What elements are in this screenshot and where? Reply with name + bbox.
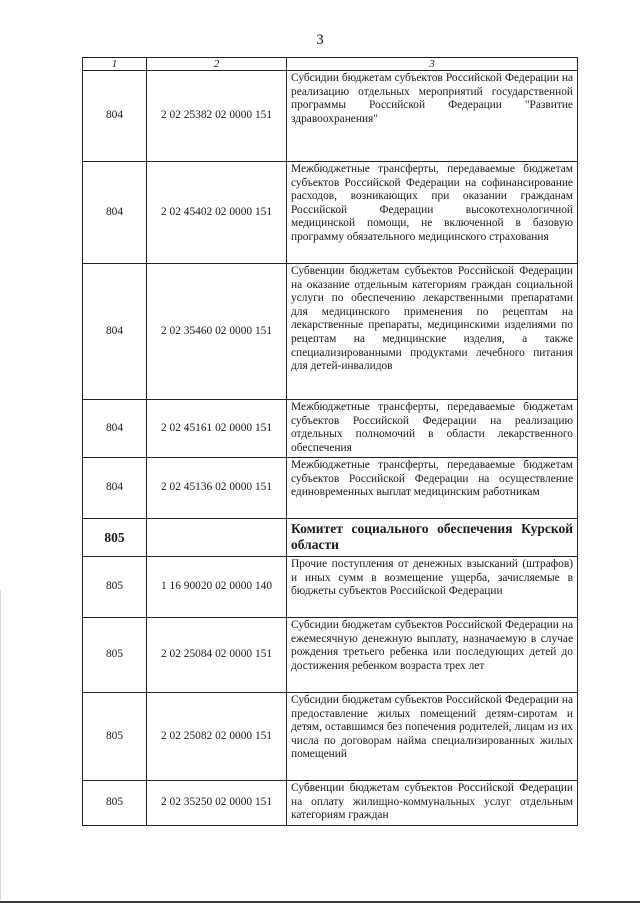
revenue-description-text: Субсидии бюджетам субъектов Российской Федерации на ежемесячную денежную выплату, назначаемую в случае рождения третьего ребенка или последующих детей до достижения ребенком возраста трех лет	[291, 619, 573, 672]
admin-code-cell: 805	[83, 781, 147, 826]
budget-classification-code-cell: 2 02 45402 02 0000 151	[147, 162, 287, 264]
table-row	[83, 162, 578, 264]
revenue-description-text: Прочие поступления от денежных взысканий (штрафов) и иных сумм в возмещение ущерба, зачисляемые в бюджеты субъектов Российской Федерации	[291, 558, 573, 598]
table-header-row	[83, 58, 578, 71]
table-row	[83, 400, 578, 458]
admin-code-cell: 804	[83, 264, 147, 400]
column-header-1: 1	[83, 58, 147, 71]
table-row	[83, 618, 578, 693]
administrator-name-cell	[287, 519, 578, 557]
table-row	[83, 458, 578, 519]
admin-code-cell: 804	[83, 458, 147, 519]
budget-classification-code-cell: 2 02 25382 02 0000 151	[147, 71, 287, 162]
admin-code-cell: 804	[83, 71, 147, 162]
table-row	[83, 71, 578, 162]
revenue-description-cell	[287, 693, 578, 781]
revenue-description-text: Субвенции бюджетам субъектов Российской Федерации на оплату жилищно-коммунальных услуг отдельным категориям граждан	[291, 782, 573, 822]
revenue-description-text: Субсидии бюджетам субъектов Российской Федерации на предоставление жилых помещений детям-сиротам и детям, оставшимся без попечения родителей, лицам из их числа по договорам найма специализированных жилых помещений	[291, 694, 573, 761]
revenue-description-cell	[287, 162, 578, 264]
revenue-description-text: Субвенции бюджетам субъектов Российской Федерации на оказание отдельным категориям граждан социальной услуги по обеспечению лекарственными препаратами для медицинского применения по рецептам на лекарственные препараты, медицинскими изделиями по рецептам на медицинские изделия, а также специализированными продуктами лечебного питания для детей-инвалидов	[291, 265, 573, 373]
scan-left-edge	[0, 590, 1, 900]
revenue-description-cell	[287, 618, 578, 693]
page-number: 3	[316, 32, 324, 48]
table-row	[83, 557, 578, 618]
budget-classification-code-cell: 2 02 45161 02 0000 151	[147, 400, 287, 458]
admin-code-cell: 805	[83, 693, 147, 781]
column-header-2: 2	[147, 58, 287, 71]
budget-classification-code-cell: 2 02 25082 02 0000 151	[147, 693, 287, 781]
budget-classification-code-cell: 2 02 35460 02 0000 151	[147, 264, 287, 400]
revenue-description-cell	[287, 264, 578, 400]
administrator-row	[83, 519, 578, 557]
revenue-description-cell	[287, 458, 578, 519]
budget-classification-code-cell: 2 02 35250 02 0000 151	[147, 781, 287, 826]
table-row	[83, 781, 578, 826]
scan-bottom-edge	[0, 901, 640, 903]
budget-classification-code-cell	[147, 519, 287, 557]
admin-code-cell: 804	[83, 162, 147, 264]
revenue-description-text: Межбюджетные трансферты, передаваемые бюджетам субъектов Российской Федерации на осуществление единовременных выплат медицинским работникам	[291, 459, 573, 499]
admin-code-cell: 805	[83, 519, 147, 557]
budget-revenue-table	[82, 57, 578, 826]
admin-code-cell: 805	[83, 557, 147, 618]
budget-classification-code-cell: 2 02 45136 02 0000 151	[147, 458, 287, 519]
table-row	[83, 693, 578, 781]
column-header-3: 3	[287, 58, 578, 71]
revenue-description-cell	[287, 400, 578, 458]
admin-code-cell: 804	[83, 400, 147, 458]
revenue-description-cell	[287, 781, 578, 826]
budget-classification-code-cell: 2 02 25084 02 0000 151	[147, 618, 287, 693]
revenue-description-text: Межбюджетные трансферты, передаваемые бюджетам субъектов Российской Федерации на реализацию отдельных полномочий в области лекарственного обеспечения	[291, 401, 573, 454]
revenue-description-cell	[287, 71, 578, 162]
budget-classification-code-cell: 1 16 90020 02 0000 140	[147, 557, 287, 618]
administrator-name-text: Комитет социального обеспечения Курской области	[291, 521, 573, 552]
revenue-description-cell	[287, 557, 578, 618]
revenue-description-text: Межбюджетные трансферты, передаваемые бюджетам субъектов Российской Федерации на софинансирование расходов, возникающих при оказании гражданам Российской Федерации высокотехнологичной медицинской помощи, не включенной в базовую программу обязательного медицинского страхования	[291, 163, 573, 243]
revenue-description-text: Субсидии бюджетам субъектов Российской Федерации на реализацию отдельных мероприятий государственной программы Российской Федерации "Развитие здравоохранения"	[291, 72, 573, 125]
admin-code-cell: 805	[83, 618, 147, 693]
table-row	[83, 264, 578, 400]
